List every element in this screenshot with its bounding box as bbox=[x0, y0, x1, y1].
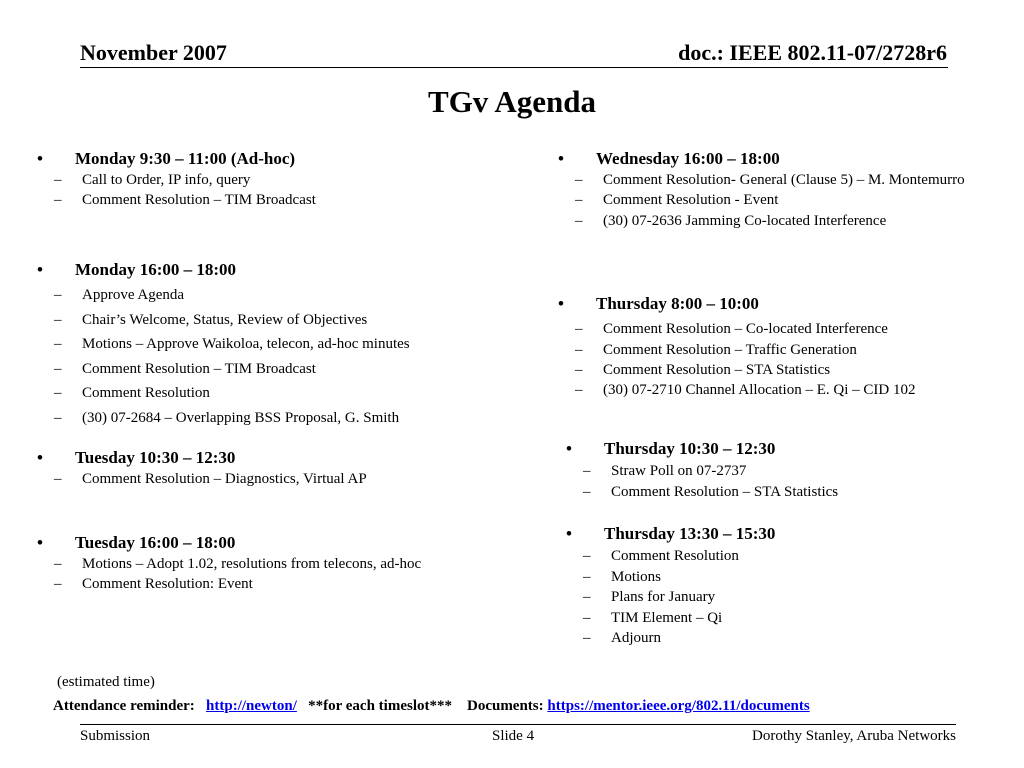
bullet-icon: • bbox=[558, 149, 564, 168]
section-title-text: Tuesday 10:30 – 12:30 bbox=[75, 448, 236, 467]
estimated-time-note: (estimated time) bbox=[57, 674, 155, 690]
agenda-section-wednesday bbox=[558, 149, 973, 230]
agenda-item-text: Comment Resolution bbox=[82, 385, 210, 402]
agenda-item-list bbox=[37, 286, 527, 427]
agenda-item bbox=[37, 384, 527, 402]
timeslot-note: **for each timeslot*** bbox=[308, 698, 452, 714]
header-doc-id: doc.: IEEE 802.11-07/2728r6 bbox=[678, 40, 947, 65]
section-title bbox=[37, 149, 527, 169]
section-title-text: Thursday 13:30 – 15:30 bbox=[604, 524, 776, 543]
dash-icon: – bbox=[54, 287, 62, 303]
agenda-item-text: Comment Resolution – Co-located Interference bbox=[603, 321, 888, 337]
dash-icon: – bbox=[54, 192, 62, 208]
dash-icon: – bbox=[583, 568, 591, 585]
agenda-item-text: Motions bbox=[611, 568, 662, 585]
bullet-icon: • bbox=[558, 294, 564, 313]
agenda-item bbox=[37, 470, 527, 488]
agenda-item-text: Chair’s Welcome, Status, Review of Objectives bbox=[82, 311, 368, 328]
agenda-item bbox=[566, 483, 966, 501]
bullet-icon: • bbox=[37, 533, 43, 552]
section-title-text: Tuesday 16:00 – 18:00 bbox=[75, 533, 236, 552]
agenda-item bbox=[558, 361, 973, 379]
dash-icon: – bbox=[54, 311, 62, 328]
dash-icon: – bbox=[575, 362, 583, 378]
dash-icon: – bbox=[54, 385, 62, 402]
dash-icon: – bbox=[54, 172, 62, 188]
agenda-item-text: Approve Agenda bbox=[82, 287, 185, 303]
agenda-item bbox=[566, 462, 966, 480]
agenda-item-list bbox=[566, 462, 966, 501]
agenda-item bbox=[566, 547, 966, 565]
section-title bbox=[566, 524, 966, 544]
agenda-item-text: Motions – Approve Waikoloa, telecon, ad-hoc minutes bbox=[82, 336, 410, 353]
dash-icon: – bbox=[583, 630, 591, 646]
agenda-item-text: Motions – Adopt 1.02, resolutions from telecons, ad-hoc bbox=[82, 556, 422, 572]
agenda-section-tuesday-afternoon bbox=[37, 533, 527, 593]
section-title-text: Thursday 10:30 – 12:30 bbox=[604, 439, 776, 458]
dash-icon: – bbox=[583, 609, 591, 626]
agenda-item-text: Comment Resolution – Traffic Generation bbox=[603, 341, 857, 358]
agenda-item bbox=[566, 568, 966, 586]
agenda-item bbox=[558, 191, 973, 209]
agenda-item-list bbox=[558, 172, 973, 230]
agenda-item bbox=[37, 311, 527, 329]
dash-icon: – bbox=[54, 576, 62, 592]
section-title bbox=[37, 448, 527, 468]
agenda-item bbox=[558, 212, 973, 230]
agenda-item-text: Comment Resolution – TIM Broadcast bbox=[82, 192, 316, 208]
dash-icon: – bbox=[575, 172, 583, 188]
footer-author: Dorothy Stanley, Aruba Networks bbox=[752, 728, 956, 744]
dash-icon: – bbox=[54, 471, 62, 487]
attendance-reminder-line bbox=[53, 698, 810, 715]
agenda-section-thursday-midday bbox=[566, 439, 966, 501]
slide-title: TGv Agenda bbox=[428, 84, 596, 119]
dash-icon: – bbox=[54, 409, 62, 426]
agenda-item bbox=[37, 409, 527, 427]
bullet-icon: • bbox=[37, 260, 43, 279]
agenda-section-thursday-morning bbox=[558, 294, 973, 398]
footer-divider bbox=[80, 724, 956, 725]
dash-icon: – bbox=[575, 192, 583, 208]
agenda-section-tuesday-morning bbox=[37, 448, 527, 488]
dash-icon: – bbox=[54, 360, 62, 377]
bullet-icon: • bbox=[37, 149, 43, 168]
section-title bbox=[558, 149, 973, 169]
section-title-text: Monday 16:00 – 18:00 bbox=[75, 260, 237, 279]
bullet-icon: • bbox=[37, 448, 43, 467]
agenda-item-text: (30) 07-2710 Channel Allocation – E. Qi – CID 102 bbox=[603, 381, 916, 398]
attendance-link[interactable]: http://newton/ bbox=[206, 698, 297, 714]
header-date: November 2007 bbox=[80, 40, 227, 65]
agenda-item-text: (30) 07-2636 Jamming Co-located Interference bbox=[603, 213, 887, 229]
agenda-item bbox=[37, 335, 527, 353]
agenda-item bbox=[566, 588, 966, 606]
section-title-text: Wednesday 16:00 – 18:00 bbox=[596, 149, 780, 168]
agenda-section-monday-morning bbox=[37, 149, 527, 211]
dash-icon: – bbox=[575, 381, 583, 398]
agenda-item-text: Straw Poll on 07-2737 bbox=[611, 463, 747, 479]
agenda-section-thursday-afternoon bbox=[566, 524, 966, 647]
agenda-item bbox=[558, 341, 973, 359]
agenda-item bbox=[37, 286, 527, 304]
documents-label: Documents: bbox=[466, 698, 544, 714]
dash-icon: – bbox=[575, 321, 583, 337]
dash-icon: – bbox=[54, 336, 62, 353]
bullet-icon: • bbox=[566, 524, 572, 543]
agenda-item-list bbox=[566, 547, 966, 647]
agenda-item-text: Comment Resolution – STA Statistics bbox=[611, 483, 839, 500]
agenda-item bbox=[37, 171, 527, 189]
agenda-item-text: Call to Order, IP info, query bbox=[82, 172, 251, 188]
agenda-item bbox=[566, 629, 966, 647]
agenda-section-monday-afternoon bbox=[37, 260, 527, 434]
attendance-label: Attendance reminder: bbox=[53, 698, 195, 714]
dash-icon: – bbox=[575, 213, 583, 229]
agenda-item-list bbox=[558, 320, 973, 398]
section-title bbox=[37, 260, 527, 280]
agenda-item bbox=[37, 360, 527, 378]
dash-icon: – bbox=[583, 589, 591, 605]
agenda-item bbox=[558, 320, 973, 338]
agenda-item-text: TIM Element – Qi bbox=[611, 609, 723, 626]
section-title bbox=[37, 533, 527, 553]
agenda-item-text: Comment Resolution: Event bbox=[82, 576, 253, 592]
section-title-text: Thursday 8:00 – 10:00 bbox=[596, 294, 759, 313]
agenda-item-list bbox=[37, 555, 527, 593]
section-title-text: Monday 9:30 – 11:00 (Ad-hoc) bbox=[75, 149, 296, 168]
bullet-icon: • bbox=[566, 439, 572, 458]
agenda-item-text: Plans for January bbox=[611, 589, 716, 605]
header-divider bbox=[80, 67, 948, 68]
agenda-item bbox=[566, 609, 966, 627]
agenda-item bbox=[558, 382, 973, 398]
section-title bbox=[566, 439, 966, 459]
section-title bbox=[558, 294, 973, 314]
agenda-item-text: Comment Resolution – Diagnostics, Virtual AP bbox=[82, 471, 367, 487]
agenda-item-text: Comment Resolution- General (Clause 5) – M. Montemurro bbox=[603, 172, 965, 188]
agenda-item-text: (30) 07-2684 – Overlapping BSS Proposal, G. Smith bbox=[82, 409, 400, 426]
agenda-item-text: Comment Resolution bbox=[611, 548, 739, 564]
agenda-item bbox=[558, 172, 973, 188]
agenda-item-text: Comment Resolution – TIM Broadcast bbox=[82, 360, 316, 377]
dash-icon: – bbox=[583, 463, 591, 479]
footer-slide-number: Slide 4 bbox=[492, 728, 535, 744]
agenda-item-text: Comment Resolution – STA Statistics bbox=[603, 362, 831, 378]
agenda-item-list bbox=[37, 171, 527, 209]
dash-icon: – bbox=[575, 341, 583, 358]
agenda-item-list bbox=[37, 470, 527, 488]
dash-icon: – bbox=[583, 548, 591, 564]
dash-icon: – bbox=[583, 483, 591, 500]
agenda-item bbox=[37, 575, 527, 593]
agenda-item-text: Adjourn bbox=[611, 630, 661, 646]
footer-submission: Submission bbox=[80, 728, 151, 744]
agenda-item bbox=[37, 191, 527, 209]
documents-link[interactable]: https://mentor.ieee.org/802.11/documents bbox=[547, 698, 810, 714]
dash-icon: – bbox=[54, 556, 62, 572]
agenda-item-text: Comment Resolution - Event bbox=[603, 192, 779, 208]
agenda-item bbox=[37, 555, 527, 573]
